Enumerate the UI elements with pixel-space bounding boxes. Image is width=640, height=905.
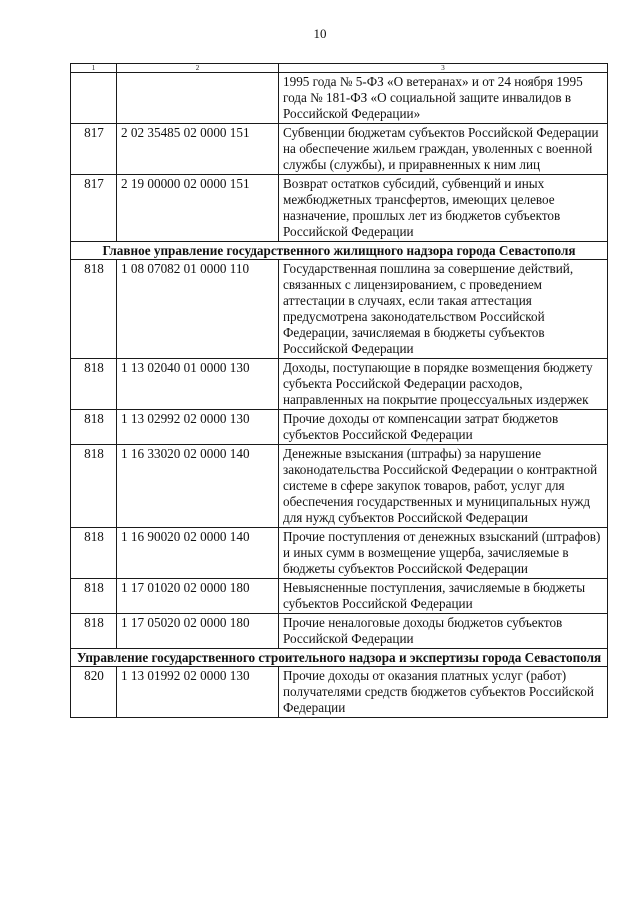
admin-code-cell: 820 — [71, 667, 117, 718]
description-cell: Доходы, поступающие в порядке возмещения бюджету субъекта Российской Федерации расходов, направленных на покрытие процессуальных издержек — [279, 359, 608, 410]
table-row — [71, 124, 608, 175]
description-cell: Прочие неналоговые доходы бюджетов субъектов Российской Федерации — [279, 614, 608, 649]
description-cell: 1995 года № 5-ФЗ «О ветеранах» и от 24 ноября 1995 года № 181-ФЗ «О социальной защите инвалидов в Российской Федерации» — [279, 73, 608, 124]
section-header-row — [71, 649, 608, 667]
admin-code-cell: 818 — [71, 260, 117, 359]
column-number-3: 3 — [279, 64, 608, 73]
table-row — [71, 73, 608, 124]
section-title: Управление государственного строительного надзора и экспертизы города Севастополя — [71, 649, 608, 667]
description-cell: Государственная пошлина за совершение действий, связанных с лицензированием, с проведением аттестации в случаях, если такая аттестация предусмотрена законодательством Российской Федерации, зачисляемая в бюджеты субъектов Российской Федерации — [279, 260, 608, 359]
page-number: 10 — [313, 26, 327, 41]
budget-code-cell: 2 19 00000 02 0000 151 — [117, 175, 279, 242]
admin-code-cell: 818 — [71, 528, 117, 579]
admin-code-cell: 817 — [71, 175, 117, 242]
description-cell: Возврат остатков субсидий, субвенций и иных межбюджетных трансфертов, имеющих целевое назначение, прошлых лет из бюджетов субъектов Российской Федерации — [279, 175, 608, 242]
admin-code-cell — [71, 73, 117, 124]
budget-code-cell — [117, 73, 279, 124]
description-cell: Невыясненные поступления, зачисляемые в бюджеты субъектов Российской Федерации — [279, 579, 608, 614]
description-cell: Субвенции бюджетам субъектов Российской Федерации на обеспечение жильем граждан, уволенных с военной службы (службы), и приравненных к ним лиц — [279, 124, 608, 175]
budget-code-cell: 1 17 01020 02 0000 180 — [117, 579, 279, 614]
table-row — [71, 614, 608, 649]
budget-code-cell: 2 02 35485 02 0000 151 — [117, 124, 279, 175]
budget-code-cell: 1 13 01992 02 0000 130 — [117, 667, 279, 718]
table-row — [71, 410, 608, 445]
admin-code-cell: 818 — [71, 445, 117, 528]
table-row — [71, 579, 608, 614]
revenue-codes-table — [70, 63, 608, 718]
description-cell: Прочие доходы от оказания платных услуг (работ) получателями средств бюджетов субъектов Российской Федерации — [279, 667, 608, 718]
table-row — [71, 445, 608, 528]
budget-code-cell: 1 16 33020 02 0000 140 — [117, 445, 279, 528]
admin-code-cell: 817 — [71, 124, 117, 175]
table-row — [71, 667, 608, 718]
column-number-2: 2 — [117, 64, 279, 73]
section-title: Главное управление государственного жилищного надзора города Севастополя — [71, 242, 608, 260]
admin-code-cell: 818 — [71, 410, 117, 445]
budget-code-cell: 1 13 02040 01 0000 130 — [117, 359, 279, 410]
column-number-1: 1 — [71, 64, 117, 73]
description-cell: Прочие доходы от компенсации затрат бюджетов субъектов Российской Федерации — [279, 410, 608, 445]
section-header-row — [71, 242, 608, 260]
budget-code-cell: 1 17 05020 02 0000 180 — [117, 614, 279, 649]
admin-code-cell: 818 — [71, 614, 117, 649]
description-cell: Прочие поступления от денежных взысканий (штрафов) и иных сумм в возмещение ущерба, зачисляемые в бюджеты субъектов Российской Федерации — [279, 528, 608, 579]
column-number-row — [71, 64, 608, 73]
table-row — [71, 175, 608, 242]
budget-code-cell: 1 16 90020 02 0000 140 — [117, 528, 279, 579]
admin-code-cell: 818 — [71, 359, 117, 410]
table-row — [71, 359, 608, 410]
table-row — [71, 528, 608, 579]
budget-code-cell: 1 08 07082 01 0000 110 — [117, 260, 279, 359]
admin-code-cell: 818 — [71, 579, 117, 614]
description-cell: Денежные взыскания (штрафы) за нарушение законодательства Российской Федерации о контрактной системе в сфере закупок товаров, работ, услуг для обеспечения государственных и муниципальных нужд для нужд субъектов Российской Федерации — [279, 445, 608, 528]
budget-code-cell: 1 13 02992 02 0000 130 — [117, 410, 279, 445]
table-row — [71, 260, 608, 359]
